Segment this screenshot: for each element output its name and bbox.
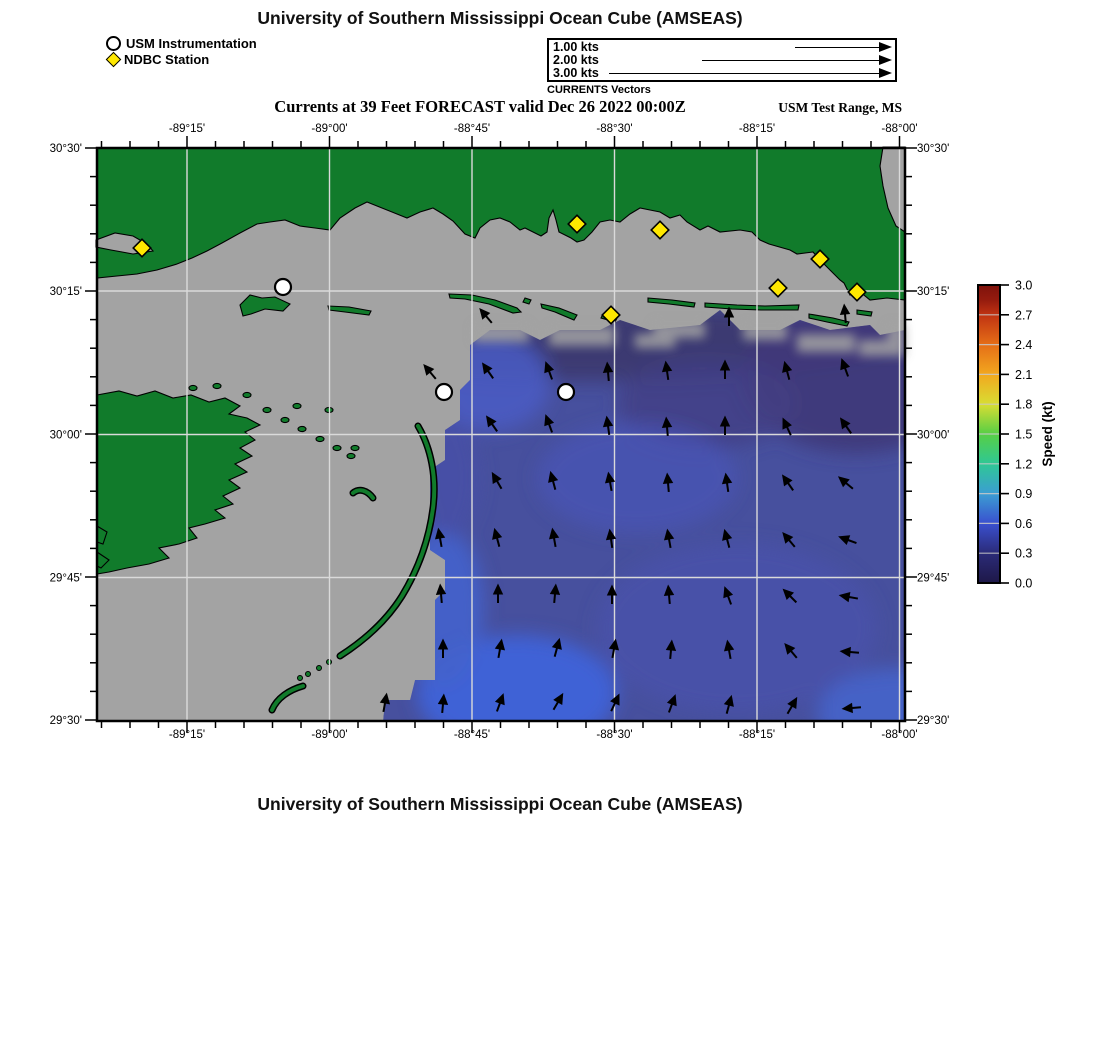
y-axis-label-right: 29°30' <box>917 715 950 727</box>
x-axis-label-top: -88°00' <box>881 123 918 135</box>
x-axis-label-bottom: -88°30' <box>596 729 633 741</box>
shallow-mask-patch <box>797 334 855 352</box>
y-axis-label-right: 29°45' <box>917 572 950 585</box>
x-axis-label-top: -88°45' <box>453 123 491 135</box>
x-axis-label-bottom: -88°00' <box>881 729 918 741</box>
colorbar-tick-label: 0.3 <box>1015 546 1033 561</box>
colorbar-tick-label: 1.5 <box>1015 427 1033 442</box>
marsh-islet <box>281 417 289 422</box>
marsh-islet <box>298 426 306 431</box>
legend-label-usm: USM Instrumentation <box>126 35 257 51</box>
vector-scale-label: 2.00 kts <box>553 53 599 67</box>
colorbar-tick-label: 2.1 <box>1015 367 1033 382</box>
shallow-mask-patch <box>549 326 615 346</box>
legend-label-ndbc: NDBC Station <box>124 51 210 67</box>
x-axis-label-top: -89°15' <box>168 123 206 135</box>
marsh-islet <box>189 385 197 390</box>
vector-scale-caption: CURRENTS Vectors <box>547 84 651 96</box>
x-axis-label-top: -88°15' <box>738 123 776 135</box>
marsh-islet <box>243 392 251 397</box>
region-label: USM Test Range, MS <box>778 100 902 115</box>
marsh-islet <box>213 383 221 388</box>
water-speed-patch <box>537 423 737 533</box>
colorbar-title: Speed (kt) <box>1040 401 1055 467</box>
usm-station-marker <box>275 279 291 295</box>
marsh-islet <box>263 407 271 412</box>
y-axis-label-right: 30°15' <box>917 286 950 298</box>
figure-title: University of Southern Mississippi Ocean Cube (AMSEAS) <box>257 8 743 28</box>
vector-scale-label: 3.00 kts <box>553 66 599 80</box>
colorbar-tick-label: 3.0 <box>1015 278 1033 293</box>
colorbar-tick-label: 1.2 <box>1015 457 1033 472</box>
y-axis-label-left: 30°00' <box>49 429 82 442</box>
shallow-mask-patch <box>887 324 905 344</box>
marsh-islet <box>316 436 324 441</box>
colorbar-tick-label: 2.7 <box>1015 308 1033 323</box>
x-axis-label-bottom: -88°15' <box>738 729 776 741</box>
island-dot <box>306 672 311 677</box>
marsh-islet <box>351 445 359 450</box>
island-dot <box>317 666 322 671</box>
colorbar-tick-label: 1.8 <box>1015 397 1033 412</box>
shallow-mask-patch <box>473 324 529 342</box>
y-axis-label-left: 29°45' <box>49 572 82 585</box>
marsh-islet <box>333 445 341 450</box>
x-axis-label-bottom: -89°00' <box>311 729 348 741</box>
plot-subtitle: Currents at 39 Feet FORECAST valid Dec 26 2022 00:00Z <box>274 97 686 116</box>
y-axis-label-left: 29°30' <box>49 715 82 727</box>
vector-scale-label: 1.00 kts <box>553 40 599 54</box>
island-dot <box>298 676 303 681</box>
map-plot <box>50 123 977 758</box>
colorbar-tick-label: 0.6 <box>1015 516 1033 531</box>
y-axis-label-left: 30°15' <box>49 286 82 298</box>
y-axis-label-right: 30°00' <box>917 429 950 442</box>
x-axis-label-top: -88°30' <box>596 123 633 135</box>
y-axis-label-left: 30°30' <box>49 143 82 155</box>
footer-title: University of Southern Mississippi Ocean Cube (AMSEAS) <box>257 794 743 814</box>
x-axis-label-bottom: -88°45' <box>453 729 491 741</box>
x-axis-label-top: -89°00' <box>311 123 348 135</box>
y-axis-label-right: 30°30' <box>917 143 950 155</box>
colorbar <box>978 279 1055 591</box>
marsh-islet <box>347 453 355 458</box>
x-axis-label-bottom: -89°15' <box>168 729 206 741</box>
water-speed-patch <box>817 668 977 758</box>
colorbar-tick-label: 2.4 <box>1015 338 1033 353</box>
colorbar-tick-label: 0.0 <box>1015 576 1033 591</box>
shallow-mask-patch <box>635 334 675 348</box>
marsh-islet <box>293 403 301 408</box>
shallow-mask-patch <box>743 324 787 340</box>
usm-station-marker <box>558 384 574 400</box>
colorbar-tick-label: 0.9 <box>1015 487 1033 502</box>
usm-station-marker <box>436 384 452 400</box>
